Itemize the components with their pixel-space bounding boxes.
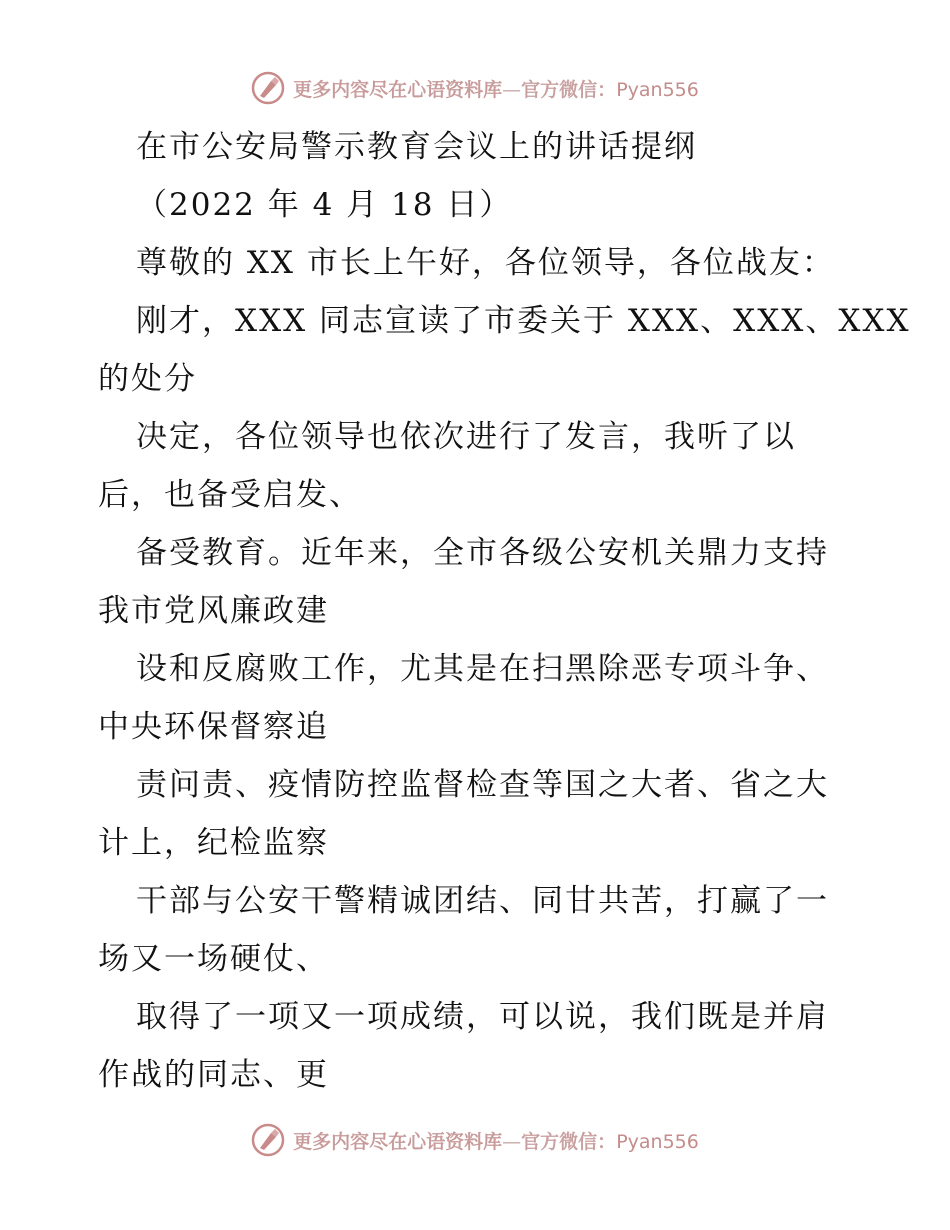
- paragraph-line: 备受教育。近年来，全市各级公安机关鼎力支持: [136, 535, 829, 571]
- watermark-brand: 更多内容尽在心语资料库: [293, 78, 503, 101]
- document-date: （2022 年 4 月 18 日）: [136, 187, 513, 223]
- paragraph-line: 刚才，XXX 同志宣读了市委关于 XXX、XXX、XXX: [136, 303, 911, 339]
- paragraph-line: 取得了一项又一项成绩，可以说，我们既是并肩: [136, 999, 829, 1035]
- footer-watermark: [0, 1120, 950, 1160]
- paragraph-line: 场又一场硬仗、: [98, 941, 329, 977]
- watermark-wechat-label: 官方微信：: [521, 78, 617, 101]
- pen-nib-logo-icon: [251, 71, 285, 105]
- document-title: 在市公安局警示教育会议上的讲话提纲: [136, 129, 697, 165]
- watermark-dash: —: [502, 78, 522, 101]
- watermark-wechat-label: 官方微信：: [521, 1130, 617, 1153]
- watermark-wechat-id: Pyan556: [616, 1130, 699, 1153]
- paragraph-line: 中央环保督察追: [98, 709, 329, 745]
- watermark-text: [293, 75, 699, 102]
- paragraph-line: 干部与公安干警精诚团结、同甘共苦，打赢了一: [136, 883, 829, 919]
- paragraph-line: 设和反腐败工作，尤其是在扫黑除恶专项斗争、: [136, 651, 829, 687]
- paragraph-line: 我市党风廉政建: [98, 593, 329, 629]
- header-watermark: [0, 68, 950, 108]
- watermark-brand: 更多内容尽在心语资料库: [293, 1130, 503, 1153]
- paragraph-line: 的处分: [98, 361, 197, 397]
- paragraph-line: 作战的同志、更: [98, 1057, 329, 1093]
- paragraph-line: 后，也备受启发、: [98, 477, 362, 513]
- paragraph-line: 责问责、疫情防控监督检查等国之大者、省之大: [136, 767, 829, 803]
- pen-nib-logo-icon: [251, 1123, 285, 1157]
- salutation: 尊敬的 XX 市长上午好，各位领导，各位战友：: [136, 245, 835, 281]
- watermark-text: [293, 1127, 699, 1154]
- paragraph-line: 决定，各位领导也依次进行了发言，我听了以: [136, 419, 796, 455]
- document-body: [98, 118, 911, 1104]
- watermark-dash: —: [502, 1130, 522, 1153]
- paragraph-line: 计上，纪检监察: [98, 825, 329, 861]
- watermark-wechat-id: Pyan556: [616, 78, 699, 101]
